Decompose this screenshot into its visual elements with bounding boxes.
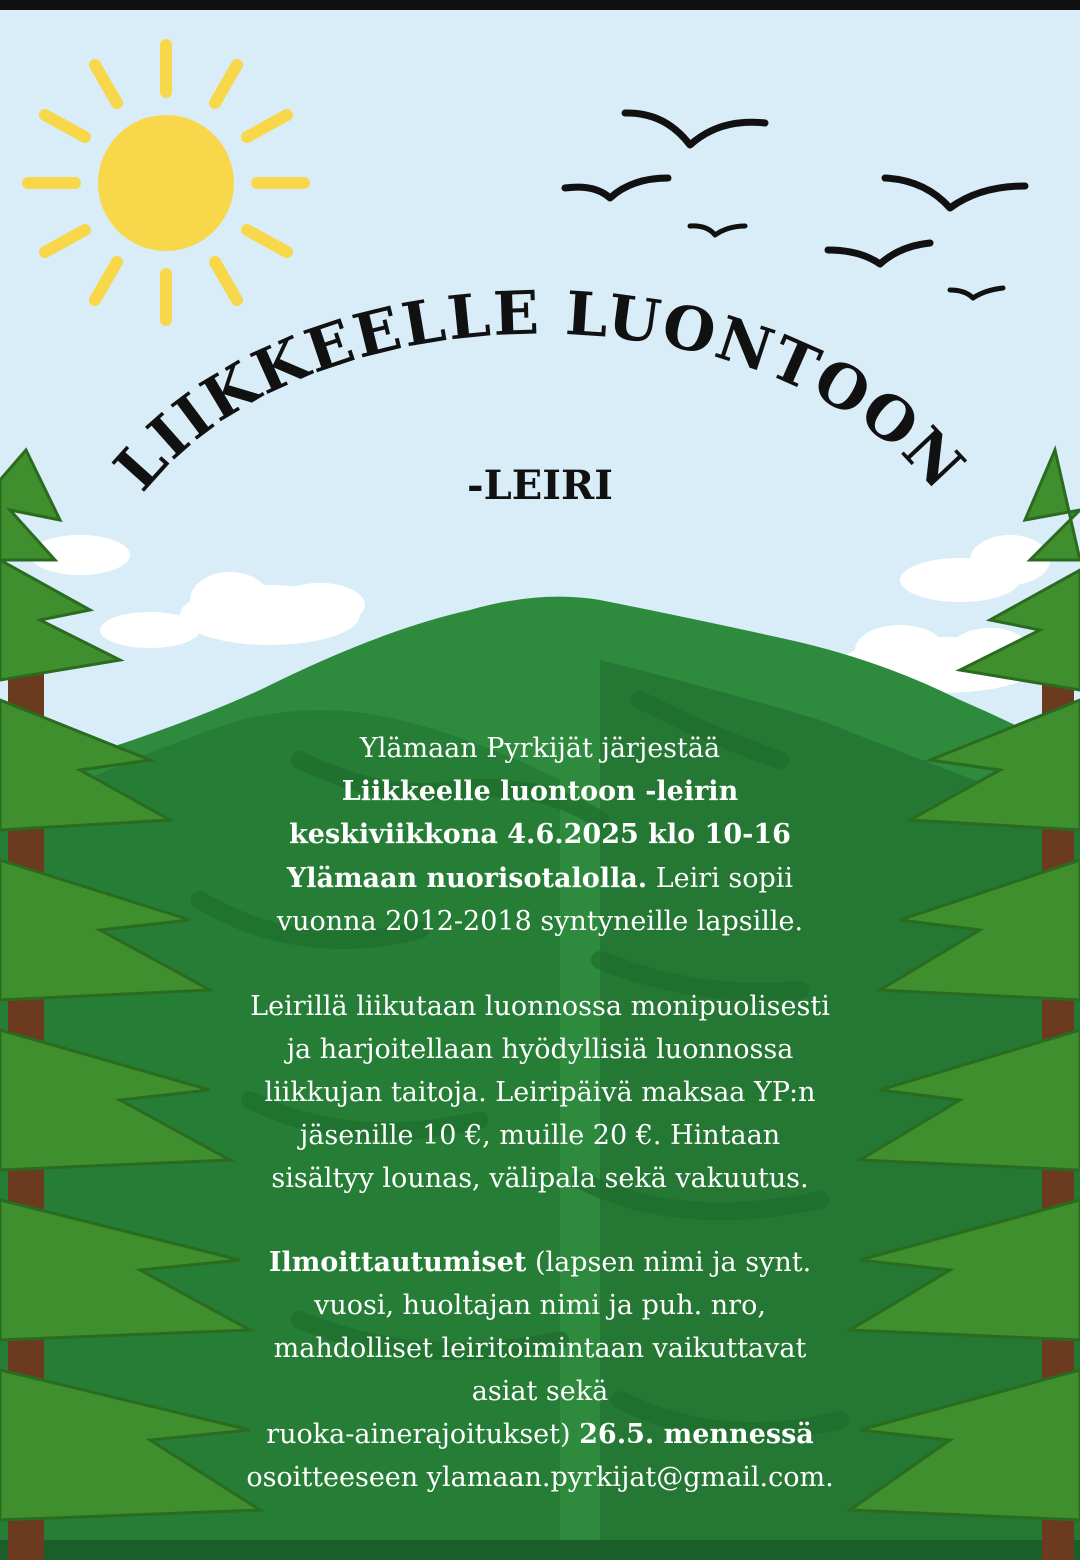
registration-line-1: Ilmoittautumiset (lapsen nimi ja synt. — [268, 1247, 812, 1278]
registration-email: osoitteeseen ylamaan.pyrkijat@gmail.com. — [246, 1462, 834, 1493]
registration-line-2: vuosi, huoltajan nimi ja puh. nro, — [314, 1290, 766, 1321]
intro-camp-name: Liikkeelle luontoon -leirin — [341, 776, 739, 807]
registration-line-4: asiat sekä — [471, 1376, 609, 1407]
details-line-3: liikkujan taitoja. Leiripäivä maksaa YP:n — [264, 1077, 816, 1108]
poster-title: LIIKKEELLE LUONTOON — [101, 278, 979, 504]
intro-location: Ylämaan nuorisotalolla. Leiri sopii — [286, 863, 794, 894]
registration-line-3: mahdolliset leiritoimintaan vaikuttavat — [273, 1333, 807, 1364]
poster-subtitle: -LEIRI — [467, 462, 613, 509]
details-price: jäsenille 10 €, muille 20 €. Hintaan — [299, 1120, 781, 1151]
intro-age-range: vuonna 2012-2018 syntyneille lapsille. — [276, 906, 804, 937]
details-line-2: ja harjoitellaan hyödyllisiä luonnossa — [286, 1034, 794, 1065]
registration-deadline: ruoka-ainerajoitukset) 26.5. mennessä — [266, 1419, 814, 1450]
top-edge-bar — [0, 0, 1080, 10]
intro-date-time: keskiviikkona 4.6.2025 klo 10-16 — [289, 819, 791, 850]
intro-line-1: Ylämaan Pyrkijät järjestää — [359, 733, 721, 764]
details-line-1: Leirillä liikutaan luonnossa monipuolisesti — [250, 991, 830, 1022]
details-line-5: sisältyy lounas, välipala sekä vakuutus. — [271, 1163, 809, 1194]
